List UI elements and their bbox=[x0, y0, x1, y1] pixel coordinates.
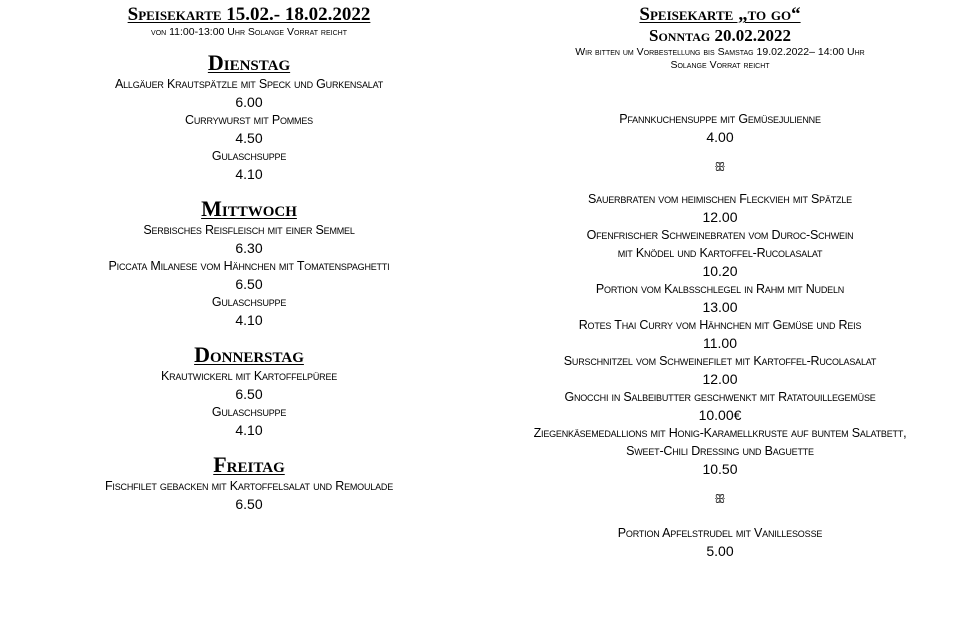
ornament-divider-icon: ꕥ bbox=[714, 160, 726, 174]
main-dish: Sauerbraten vom heimischen Fleckvieh mit Spätzle bbox=[588, 192, 852, 206]
dish-name: Fischfilet gebacken mit Kartoffelsalat und Remoulade bbox=[104, 479, 393, 493]
main-dish: Surschnitzel vom Schweinefilet mit Kartoffel-Rucolasalat bbox=[563, 354, 877, 368]
day-heading-dienstag: Dienstag bbox=[207, 50, 291, 75]
to-go-menu-date: Sonntag 20.02.2022 bbox=[649, 26, 791, 45]
to-go-stock-note: Solange Vorrat reicht bbox=[670, 59, 770, 71]
dish-price: 6.30 bbox=[235, 240, 263, 256]
dish-name: Piccata Milanese vom Hähnchen mit Tomatenspaghetti bbox=[108, 259, 390, 273]
main-dish: Ziegenkäsemedallions mit Honig-Karamellkruste auf buntem Salatbett, bbox=[533, 426, 907, 440]
dish-price: 6.50 bbox=[235, 386, 263, 402]
left-menu-note: von 11:00-13:00 Uhr Solange Vorrat reicht bbox=[151, 26, 347, 38]
main-dish: Gnocchi in Salbeibutter geschwenkt mit Ratatouillegemüse bbox=[564, 390, 876, 404]
to-go-menu-title: Speisekarte „to go“ bbox=[639, 4, 801, 25]
main-dish: Portion vom Kalbsschlegel in Rahm mit Nudeln bbox=[595, 282, 845, 296]
dish-name: Serbisches Reisfleisch mit einer Semmel bbox=[143, 223, 355, 237]
main-price: 10.20 bbox=[702, 263, 738, 279]
dish-price: 4.50 bbox=[235, 130, 263, 146]
right-menu-column bbox=[478, 0, 962, 560]
main-price: 12.00 bbox=[702, 371, 738, 387]
dish-name: Gulaschsuppe bbox=[211, 295, 287, 309]
main-dish-line-2: mit Knödel und Kartoffel-Rucolasalat bbox=[617, 246, 823, 260]
dish-name: Allgäuer Krautspätzle mit Speck und Gurkensalat bbox=[114, 77, 384, 91]
main-price: 12.00 bbox=[702, 209, 738, 225]
starter-price: 4.00 bbox=[706, 129, 734, 145]
dish-price: 4.10 bbox=[235, 312, 263, 328]
dish-name: Currywurst mit Pommes bbox=[185, 113, 313, 127]
ornament-divider-icon: ꕥ bbox=[714, 492, 726, 506]
main-price: 11.00 bbox=[703, 335, 737, 351]
main-dish: Ofenfrischer Schweinebraten vom Duroc-Schwein bbox=[586, 228, 854, 242]
dish-price: 4.10 bbox=[235, 166, 263, 182]
left-menu-title: Speisekarte 15.02.- 18.02.2022 bbox=[127, 4, 371, 25]
day-heading-donnerstag: Donnerstag bbox=[194, 342, 304, 367]
dessert-dish: Portion Apfelstrudel mit Vanillesoße bbox=[617, 526, 823, 540]
main-price: 10.50 bbox=[702, 461, 738, 477]
left-menu-column bbox=[0, 0, 498, 513]
dish-price: 4.10 bbox=[235, 422, 263, 438]
day-heading-freitag: Freitag bbox=[213, 452, 285, 477]
day-heading-mittwoch: Mittwoch bbox=[201, 196, 297, 221]
main-price: 10.00€ bbox=[698, 407, 742, 423]
dish-name: Gulaschsuppe bbox=[211, 149, 287, 163]
dish-price: 6.00 bbox=[235, 94, 263, 110]
dessert-price: 5.00 bbox=[706, 543, 734, 559]
dish-name: Krautwickerl mit Kartoffelpüree bbox=[160, 369, 338, 383]
to-go-order-note: Wir bitten um Vorbestellung bis Samstag 19.02.2022– 14:00 Uhr bbox=[575, 46, 865, 58]
dish-name: Gulaschsuppe bbox=[211, 405, 287, 419]
dish-price: 6.50 bbox=[235, 276, 263, 292]
starter-dish: Pfannkuchensuppe mit Gemüsejulienne bbox=[619, 112, 821, 126]
main-price: 13.00 bbox=[702, 299, 738, 315]
main-dish: Rotes Thai Curry vom Hähnchen mit Gemüse und Reis bbox=[578, 318, 862, 332]
dish-price: 6.50 bbox=[235, 496, 263, 512]
main-dish-line-2: Sweet-Chili Dressing und Baguette bbox=[626, 444, 814, 458]
